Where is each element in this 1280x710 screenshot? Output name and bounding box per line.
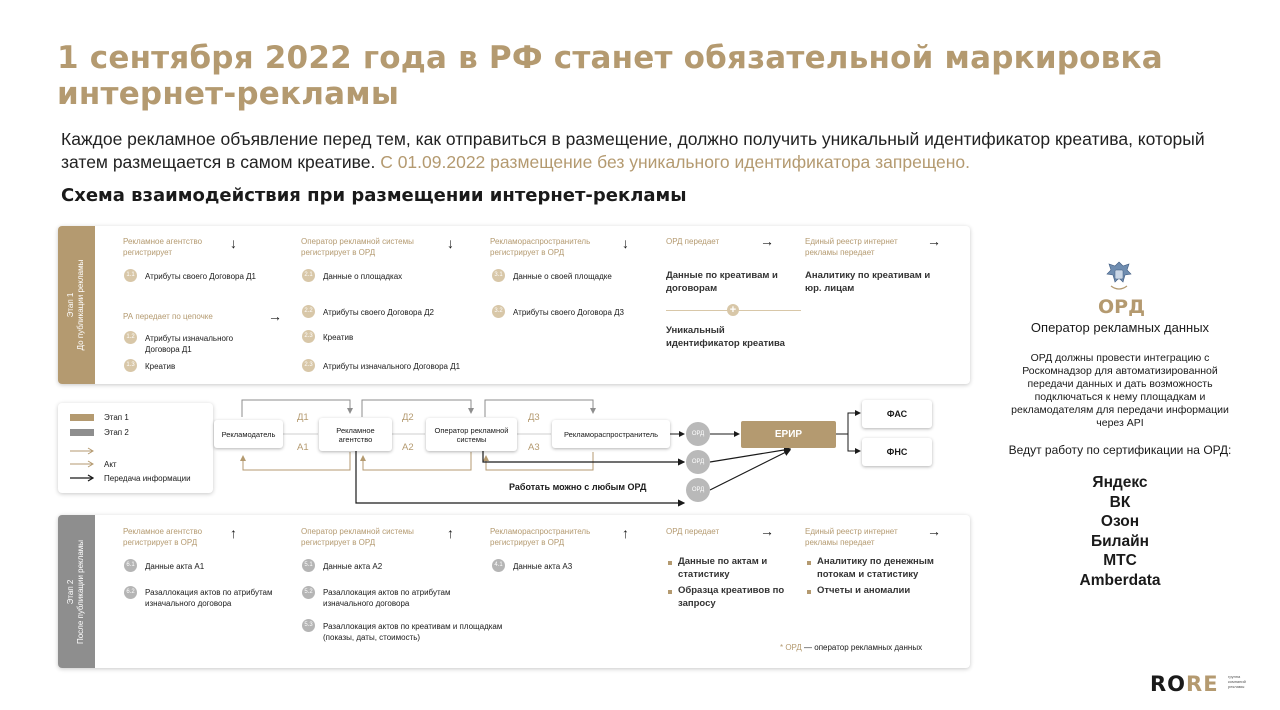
ord-output-item: Образца креативов по запросу — [678, 585, 785, 609]
arrow-right-icon: → — [927, 233, 941, 249]
stage1-ord-heading: ОРД передает — [666, 237, 720, 246]
ord-description: ОРД должны провести интеграцию с Роскомнадзор для автоматизированной передачи данных и дать возможность подключаться к нему площадкам и рекламодателям для передачи информации через API — [1011, 352, 1229, 429]
act-a3-line — [486, 452, 593, 470]
bullet-icon — [807, 590, 811, 594]
step-badge: 1.2 — [124, 331, 137, 344]
step-item: Креатив — [145, 362, 176, 371]
arrow-up-icon: ↑ — [622, 525, 629, 541]
node-fas: ФАС — [862, 400, 932, 428]
act-a2-line — [363, 452, 471, 470]
node-agency: Рекламное агентство — [319, 418, 392, 451]
act-a2-label: А2 — [402, 442, 414, 453]
step-item: Разаллокация актов по креативам и площадкам (показы, даты, стоимость) — [323, 622, 503, 642]
stage2-operator-heading: Оператор рекламной системы регистрирует в ОРД — [301, 527, 414, 547]
stage1-label: Этап 1 — [66, 292, 75, 318]
node-advertiser: Рекламодатель — [214, 420, 283, 448]
stage1-panel — [58, 226, 970, 384]
stage1-sublabel: До публикации рекламы — [76, 259, 85, 351]
step-badge: 5.3 — [302, 619, 315, 632]
ord-node-2: ОРД — [686, 450, 710, 474]
company-item: Яндекс — [1092, 474, 1148, 491]
arrow-right-icon: → — [760, 523, 774, 539]
registry-output-item: Отчеты и аномалии — [817, 585, 911, 596]
arrow-up-icon: ↑ — [447, 525, 454, 541]
step-badge: 4.1 — [492, 559, 505, 572]
step-item: Данные о площадках — [323, 272, 403, 281]
stage1-registry-heading: Единый реестр интернет рекламы передает — [805, 237, 898, 257]
step-item: Атрибуты своего Договора Д3 — [513, 308, 625, 317]
step-item: Разаллокация актов по атрибутам изначального договора — [323, 588, 451, 608]
ord-output-item: Данные по креативам и договорам — [666, 270, 778, 294]
bullet-icon — [807, 561, 811, 565]
page-title: 1 сентября 2022 года в РФ станет обязательной маркировка интернет-рекламы — [57, 40, 1163, 112]
step-item: Данные акта А3 — [513, 562, 573, 571]
stage1-operator-heading: Оператор рекламной системы регистрирует в ОРД — [301, 237, 414, 257]
node-erir: ЕРИР — [741, 421, 836, 448]
ord-output-item: Уникальный идентификатор креатива — [666, 325, 785, 349]
step-badge: 6.2 — [124, 586, 137, 599]
stage2-registry-heading: Единый реестр интернет рекламы передает — [805, 527, 898, 547]
stage2-distributor-heading: Рекламораспространитель регистрирует в ОРД — [490, 527, 591, 547]
footnote: * ОРД — оператор рекламных данных — [780, 643, 923, 652]
ord-output-item: Данные по актам и статистику — [678, 556, 768, 580]
bullet-icon — [668, 561, 672, 565]
step-item: Данные о своей площадке — [513, 272, 612, 281]
plus-icon: + — [727, 304, 739, 316]
step-item: Атрибуты своего Договора Д1 — [145, 272, 257, 281]
arrow-down-icon: ↓ — [230, 235, 237, 251]
arrow-right-icon: → — [760, 233, 774, 249]
step-item: Разаллокация актов по атрибутам изначального договора — [145, 588, 273, 608]
contract-d3-label: Д3 — [528, 412, 540, 423]
stage1-agency-heading: Рекламное агентство регистрирует — [123, 237, 203, 257]
ord-full-name: Оператор рекламных данных — [1030, 320, 1210, 335]
act-a1-line — [243, 452, 350, 470]
step-badge: 1.3 — [124, 359, 137, 372]
any-ord-note: Работать можно с любым ОРД — [509, 482, 647, 492]
node-operator: Оператор рекламной системы — [426, 418, 517, 451]
step-item: Атрибуты изначального Договора Д1 — [323, 362, 461, 371]
ord-node-1: ОРД — [686, 422, 710, 446]
act-a1-label: А1 — [297, 442, 309, 453]
stage2-ord-heading: ОРД передает — [666, 527, 720, 536]
stage2-sidebar — [58, 515, 95, 668]
legend-swatch — [70, 429, 94, 436]
company-item: Билайн — [1090, 532, 1150, 550]
step-item: Креатив — [323, 333, 354, 342]
rore-logo: RORE — [1150, 672, 1219, 696]
contract-d1-label: Д1 — [297, 412, 309, 423]
step-badge: 3.1 — [492, 269, 505, 282]
stage2-label: Этап 2 — [66, 579, 75, 604]
company-item: МТС — [1103, 552, 1137, 569]
step-badge: 2.3 — [302, 359, 315, 372]
legend: Этап 1 Этап 2 Акт Передача информации — [58, 403, 213, 493]
info-line-ord3 — [356, 448, 684, 503]
ord-node-3: ОРД — [686, 478, 710, 502]
arrow-right-icon: → — [927, 523, 941, 539]
bullet-icon — [668, 590, 672, 594]
stage1-distributor-heading: Рекламораспространитель регистрирует в ОРД — [490, 237, 591, 257]
legend-swatch — [70, 414, 94, 421]
act-a3-label: А3 — [528, 442, 540, 453]
stage2-sublabel: После публикации рекламы — [76, 539, 85, 644]
step-badge: 5.1 — [302, 559, 315, 572]
step-item: Данные акта А2 — [323, 562, 383, 571]
contract-d2-label: Д2 — [402, 412, 414, 423]
step-badge: 5.2 — [302, 586, 315, 599]
logo-subtitle: группа компаний рекламы — [1228, 674, 1246, 689]
contract-d1-line — [242, 400, 350, 417]
step-item: Данные акта А1 — [145, 562, 205, 571]
company-item: Amberdata — [1079, 571, 1161, 589]
arrow-right-icon: → — [268, 308, 282, 324]
company-item: ВК — [1109, 493, 1131, 511]
step-badge: 3.2 — [492, 305, 505, 318]
arrow-up-icon: ↑ — [230, 525, 237, 541]
step-badge: 6.1 — [124, 559, 137, 572]
emblem-icon — [1101, 258, 1137, 294]
step-item: Атрибуты своего Договора Д2 — [323, 308, 435, 317]
lead-text: Каждое рекламное объявление перед тем, как отправиться в размещение, должно получить уникальный идентификатор креатива, который затем размещается в самом креативе. — [61, 129, 1205, 172]
node-distributor: Рекламораспространитель — [552, 420, 670, 448]
stage1-chain-heading: РА передает по цепочке — [123, 312, 213, 321]
ord-companies — [1000, 473, 1240, 590]
contract-d2-line — [362, 400, 471, 417]
company-item: Озон — [1100, 513, 1140, 530]
arrow-down-icon: ↓ — [447, 235, 454, 251]
lead-accent: С 01.09.2022 размещение без уникального идентификатора запрещено. — [380, 152, 971, 172]
step-badge: 2.2 — [302, 305, 315, 318]
node-fns: ФНС — [862, 438, 932, 466]
step-item: Атрибуты изначального Договора Д1 — [145, 334, 234, 354]
arrow-down-icon: ↓ — [622, 235, 629, 251]
ord-cert-heading: Ведут работу по сертификации на ОРД: — [1008, 443, 1232, 457]
step-badge: 2.3 — [302, 330, 315, 343]
ord-brand: ОРД — [1098, 296, 1145, 318]
stage2-agency-heading: Рекламное агентство регистрирует в ОРД — [123, 527, 203, 547]
diagram-title: Схема взаимодействия при размещении интернет-рекламы — [61, 185, 687, 206]
step-badge: 1.1 — [124, 269, 137, 282]
step-badge: 2.1 — [302, 269, 315, 282]
registry-output-item: Аналитику по денежным потокам и статистику — [817, 556, 934, 580]
registry-output-item: Аналитику по креативам и юр. лицам — [805, 270, 931, 294]
stage1-sidebar — [58, 226, 95, 384]
